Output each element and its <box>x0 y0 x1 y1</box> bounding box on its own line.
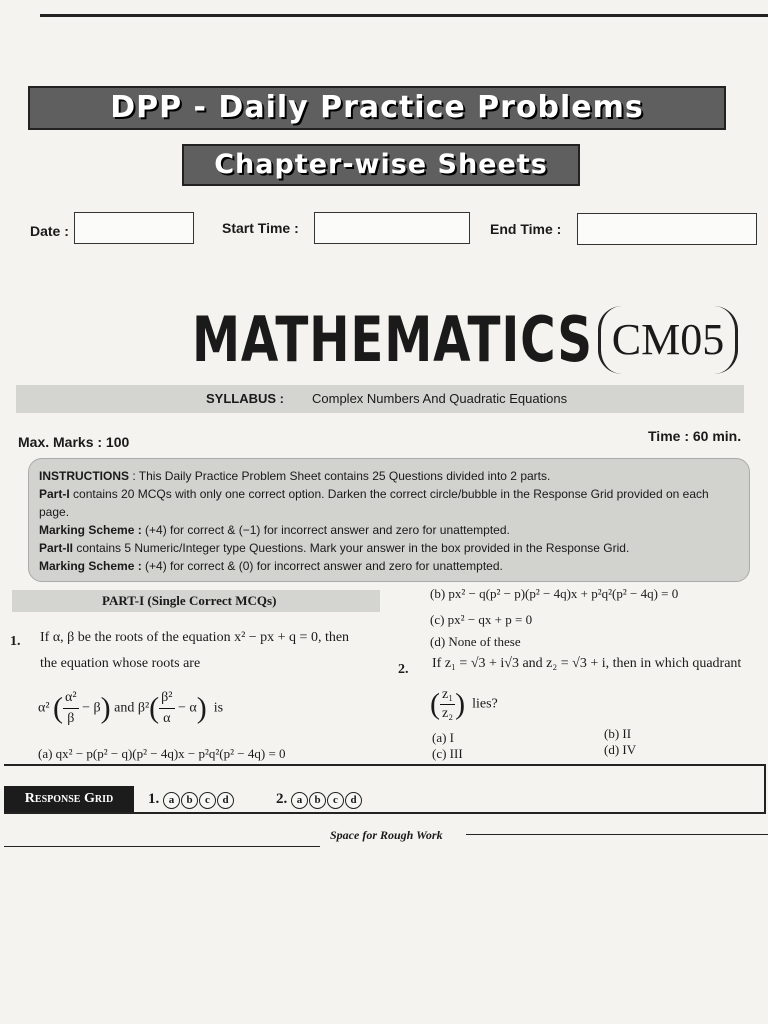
grid-q1-bubble-a[interactable]: a <box>163 792 180 809</box>
q1-option-a[interactable]: (a) qx² − p(p² − q)(p² − 4q)x − p²q²(p² − 4q) = 0 <box>38 746 286 761</box>
start-time-label: Start Time : <box>222 220 299 236</box>
date-field[interactable] <box>74 212 194 244</box>
grid-q2 <box>276 786 363 812</box>
q2-option-a[interactable]: (a) I <box>432 730 455 745</box>
response-grid-label: Response Grid <box>4 786 134 812</box>
part1-label: Part-I <box>39 487 70 501</box>
grid-q1-bubble-c[interactable]: c <box>199 792 216 809</box>
syllabus-label: SYLLABUS : <box>206 391 284 406</box>
rough-work-label: Space for Rough Work <box>330 828 443 842</box>
end-time-label: End Time : <box>490 221 562 237</box>
sheet-code: CM05 <box>598 306 738 374</box>
instructions-line1: : This Daily Practice Problem Sheet contains 25 Questions divided into 2 parts. <box>129 469 551 483</box>
q1-is: is <box>213 700 224 716</box>
part1-heading-text: PART-I (Single Correct MCQs) <box>102 593 277 608</box>
marking-scheme-label-2: Marking Scheme : <box>39 559 142 573</box>
q1-text-line1: If α, β be the roots of the equation x² − px + q = 0, then <box>40 630 350 645</box>
marking-scheme-label-1: Marking Scheme : <box>39 523 142 537</box>
grid-q2-bubble-c[interactable]: c <box>327 792 344 809</box>
part2-label: Part-II <box>39 541 74 555</box>
q2-option-c[interactable]: (c) III <box>432 746 463 761</box>
rough-work-rule-left <box>4 846 320 847</box>
subject-title: MATHEMATICS <box>192 303 593 376</box>
grid-q2-bubble-b[interactable]: b <box>309 792 326 809</box>
part1-instructions: contains 20 MCQs with only one correct option. Darken the correct circle/bubble in the Response Grid provided on each page. <box>39 487 709 519</box>
grid-q2-bubble-a[interactable]: a <box>291 792 308 809</box>
instructions-label: INSTRUCTIONS <box>39 469 129 483</box>
grid-q1 <box>148 786 235 812</box>
grid-q1-number: 1. <box>148 791 160 807</box>
q1-roots-expression: α² ( $\frac{\text{α²}}{\beta}$ − β) and β²( $\frac{\text{β²}}{\alpha}$ − α) is <box>38 690 224 726</box>
q2-number: 2. <box>398 662 409 677</box>
top-rule <box>40 14 768 17</box>
date-label: Date : <box>30 223 69 239</box>
part2-instructions: contains 5 Numeric/Integer type Questions. Mark your answer in the box provided in the Response Grid. <box>73 541 630 555</box>
grid-q1-bubble-b[interactable]: b <box>181 792 198 809</box>
q1-option-c[interactable]: (c) px² − qx + p = 0 <box>430 612 533 627</box>
q2-lies: lies? <box>472 696 498 712</box>
q1-text-line2: the equation whose roots are <box>40 656 201 671</box>
q2-quotient-expression: ( $\frac{\text{z₁}}{\text{z₂}}$ ) lies? <box>430 687 498 721</box>
grid-q2-bubble-d[interactable]: d <box>345 792 362 809</box>
grid-q2-number: 2. <box>276 791 288 807</box>
banner-title: DPP - Daily Practice Problems <box>28 86 726 130</box>
max-marks: Max. Marks : 100 <box>18 434 130 450</box>
marking-scheme-1: (+4) for correct & (−1) for incorrect answer and zero for unattempted. <box>141 523 510 537</box>
q1-number: 1. <box>10 634 21 649</box>
rough-work-rule-right <box>466 834 768 835</box>
marking-scheme-2: (+4) for correct & (0) for incorrect answer and zero for unattempted. <box>141 559 503 573</box>
banner-subtitle: Chapter-wise Sheets <box>182 144 580 186</box>
grid-q1-bubble-d[interactable]: d <box>217 792 234 809</box>
end-time-field[interactable] <box>577 213 757 245</box>
syllabus-bar <box>16 385 744 413</box>
q2-option-b[interactable]: (b) II <box>604 726 632 741</box>
time-limit: Time : 60 min. <box>648 428 742 444</box>
part1-heading <box>12 590 380 612</box>
instructions-box <box>28 458 750 582</box>
q2-option-d[interactable]: (d) IV <box>604 742 637 757</box>
q1-option-d[interactable]: (d) None of these <box>430 634 521 649</box>
syllabus-value: Complex Numbers And Quadratic Equations <box>312 391 568 406</box>
q2-text: If z₁ = √3 + i√3 and z₂ = √3 + i, then in which quadrant <box>432 656 742 671</box>
q1-option-b[interactable]: (b) px² − q(p² − p)(p² − 4q)x + p²q²(p² − 4q) = 0 <box>430 586 679 601</box>
start-time-field[interactable] <box>314 212 470 244</box>
